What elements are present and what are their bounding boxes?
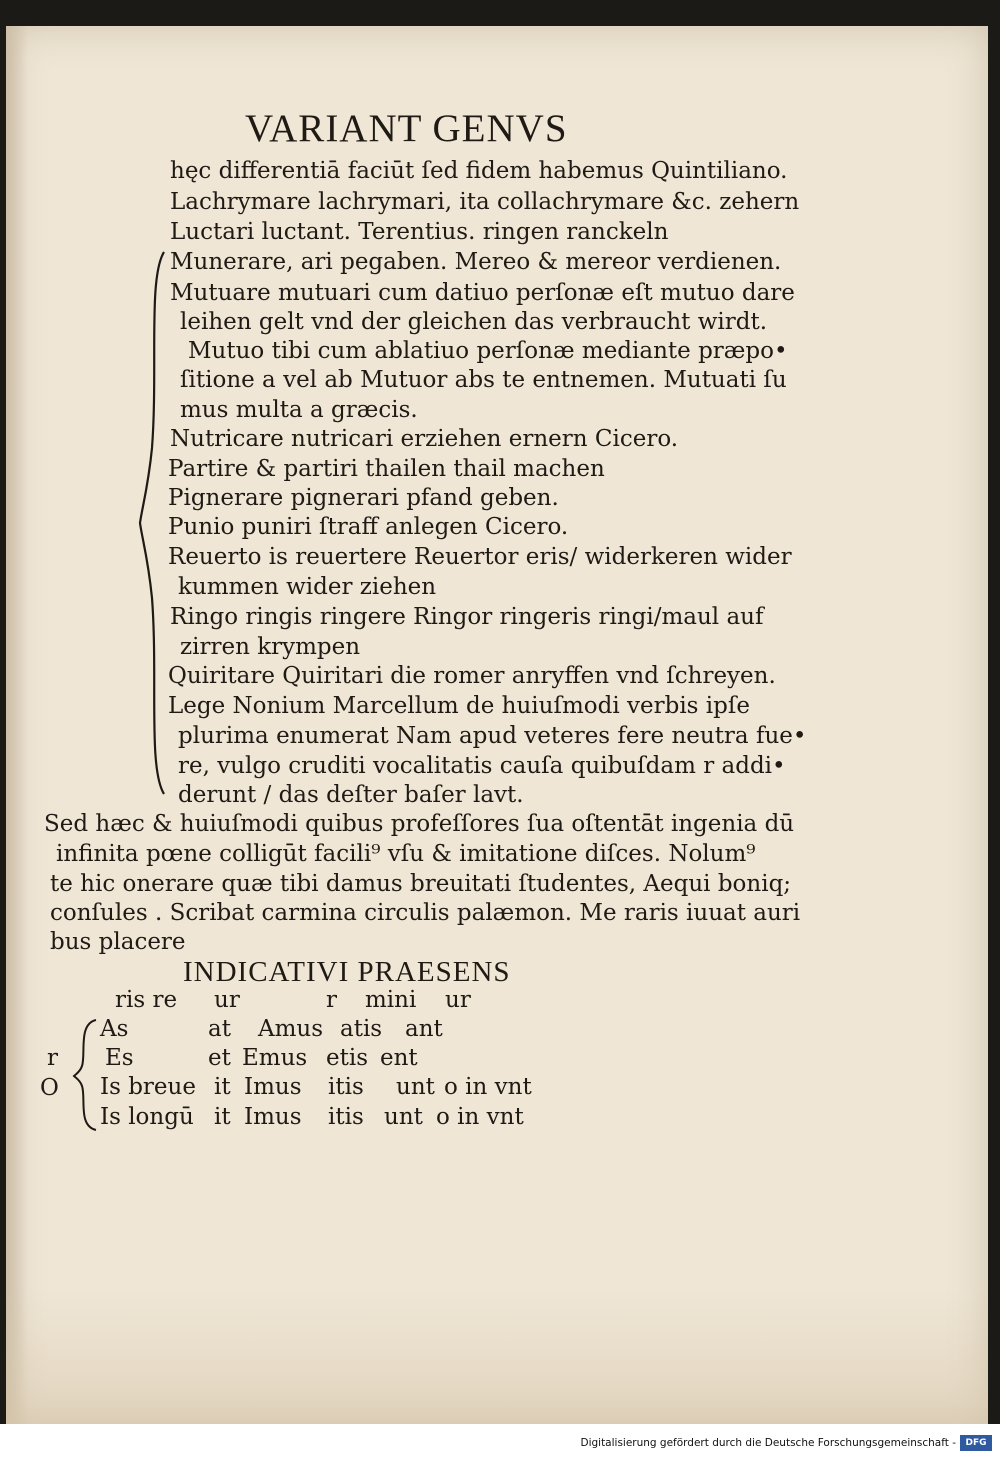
conjugation-cell: Is longū (100, 1104, 194, 1130)
conjugation-cell: unt (396, 1074, 435, 1100)
text-line: plurima enumerat Nam apud veteres fere neutra fue• (178, 723, 807, 749)
footer-credit: Digitalisierung gefördert durch die Deutsche Forschungsgemeinschaft - (580, 1437, 956, 1449)
conjugation-cell: ant (405, 1016, 443, 1042)
text-line: Quiritare Quiritari die romer anryffen vnd ſchreyen. (168, 663, 776, 689)
running-head: VARIANT GENVS (245, 107, 568, 150)
text-line: Partire & partiri thailen thail machen (168, 456, 605, 482)
margin-brace (138, 248, 178, 798)
conjugation-cell: o in vnt (444, 1074, 532, 1100)
conjugation-cell: unt (384, 1104, 423, 1130)
text-line: Ringo ringis ringere Ringor ringeris ringi/maul auf (170, 604, 764, 630)
text-line: derunt / das deſter baſer lavt. (178, 782, 524, 808)
text-line: Munerare, ari pegaben. Mereo & mereor verdienen. (170, 249, 782, 275)
dfg-logo-icon: DFG (960, 1435, 992, 1451)
text-line: kummen wider ziehen (178, 574, 437, 600)
conjugation-cell: Imus (244, 1074, 302, 1100)
conjugation-cell: it (214, 1074, 231, 1100)
section-heading: INDICATIVI PRAESENS (183, 956, 511, 988)
text-line: conſules . Scribat carmina circulis palæmon. Me raris iuuat auri (50, 900, 801, 926)
text-line: Mutuare mutuari cum datiuo perſonæ eſt mutuo dare (170, 280, 795, 306)
conjugation-cell: it (214, 1104, 231, 1130)
conjugation-header: mini (365, 987, 417, 1013)
text-line: Sed hæc & huiuſmodi quibus profeſſores ſua oſtentāt ingenia dū (44, 811, 795, 837)
text-line: Punio puniri ſtraff anlegen Cicero. (168, 514, 569, 540)
text-line: zirren krympen (180, 634, 361, 660)
text-line: infinita pœne colligūt facili⁹ vſu & imitatione diſces. Nolum⁹ (56, 841, 756, 867)
text-line: te hic onerare quæ tibi damus breuitati ſtudentes, Aequi boniq; (50, 871, 792, 897)
text-line: Mutuo tibi cum ablatiuo perſonæ mediante præpo• (188, 338, 788, 364)
text-line: Lachrymare lachrymari, ita collachrymare &c. zehern (170, 189, 800, 215)
conjugation-cell: Es (105, 1045, 134, 1071)
conjugation-cell: ent (380, 1045, 418, 1071)
text-line: Luctari luctant. Terentius. ringen ranckeln (170, 219, 669, 245)
conjugation-header: ris re (115, 987, 178, 1013)
conjugation-cell: Emus (242, 1045, 308, 1071)
conjugation-cell: Is breue (100, 1074, 196, 1100)
conjugation-brace (70, 1014, 100, 1134)
conjugation-cell: itis (328, 1104, 364, 1130)
conjugation-cell: at (208, 1016, 231, 1042)
text-line: hęc differentiā faciūt ſed fidem habemus Quintiliano. (170, 158, 788, 184)
conjugation-side-mark: r (47, 1045, 58, 1071)
text-line: ſitione a vel ab Mutuor abs te entnemen. Mutuati ſu (180, 367, 787, 393)
text-line: leihen gelt vnd der gleichen das verbraucht wirdt. (180, 309, 768, 335)
text-line: re, vulgo cruditi vocalitatis cauſa quibuſdam r addi• (178, 753, 786, 779)
conjugation-cell: o in vnt (436, 1104, 524, 1130)
conjugation-header: r (326, 987, 337, 1013)
text-line: Pignerare pignerari pfand geben. (168, 485, 559, 511)
page-stain (6, 1290, 988, 1424)
conjugation-cell: Imus (244, 1104, 302, 1130)
conjugation-cell: itis (328, 1074, 364, 1100)
conjugation-cell: etis (326, 1045, 369, 1071)
text-line: Reuerto is reuertere Reuertor eris/ widerkeren wider (168, 544, 792, 570)
conjugation-header: ur (445, 987, 471, 1013)
conjugation-cell: atis (340, 1016, 383, 1042)
text-line: bus placere (50, 929, 186, 955)
conjugation-cell: Amus (258, 1016, 324, 1042)
page-gutter-shadow (6, 26, 28, 1424)
conjugation-cell: As (100, 1016, 129, 1042)
conjugation-header: ur (214, 987, 240, 1013)
conjugation-side-mark: O (40, 1075, 59, 1101)
conjugation-cell: et (208, 1045, 231, 1071)
text-line: Nutricare nutricari erziehen ernern Cicero. (170, 426, 679, 452)
text-line: Lege Nonium Marcellum de huiuſmodi verbis ipſe (168, 693, 750, 719)
text-line: mus multa a græcis. (180, 397, 418, 423)
footer-bar (0, 1424, 1000, 1465)
